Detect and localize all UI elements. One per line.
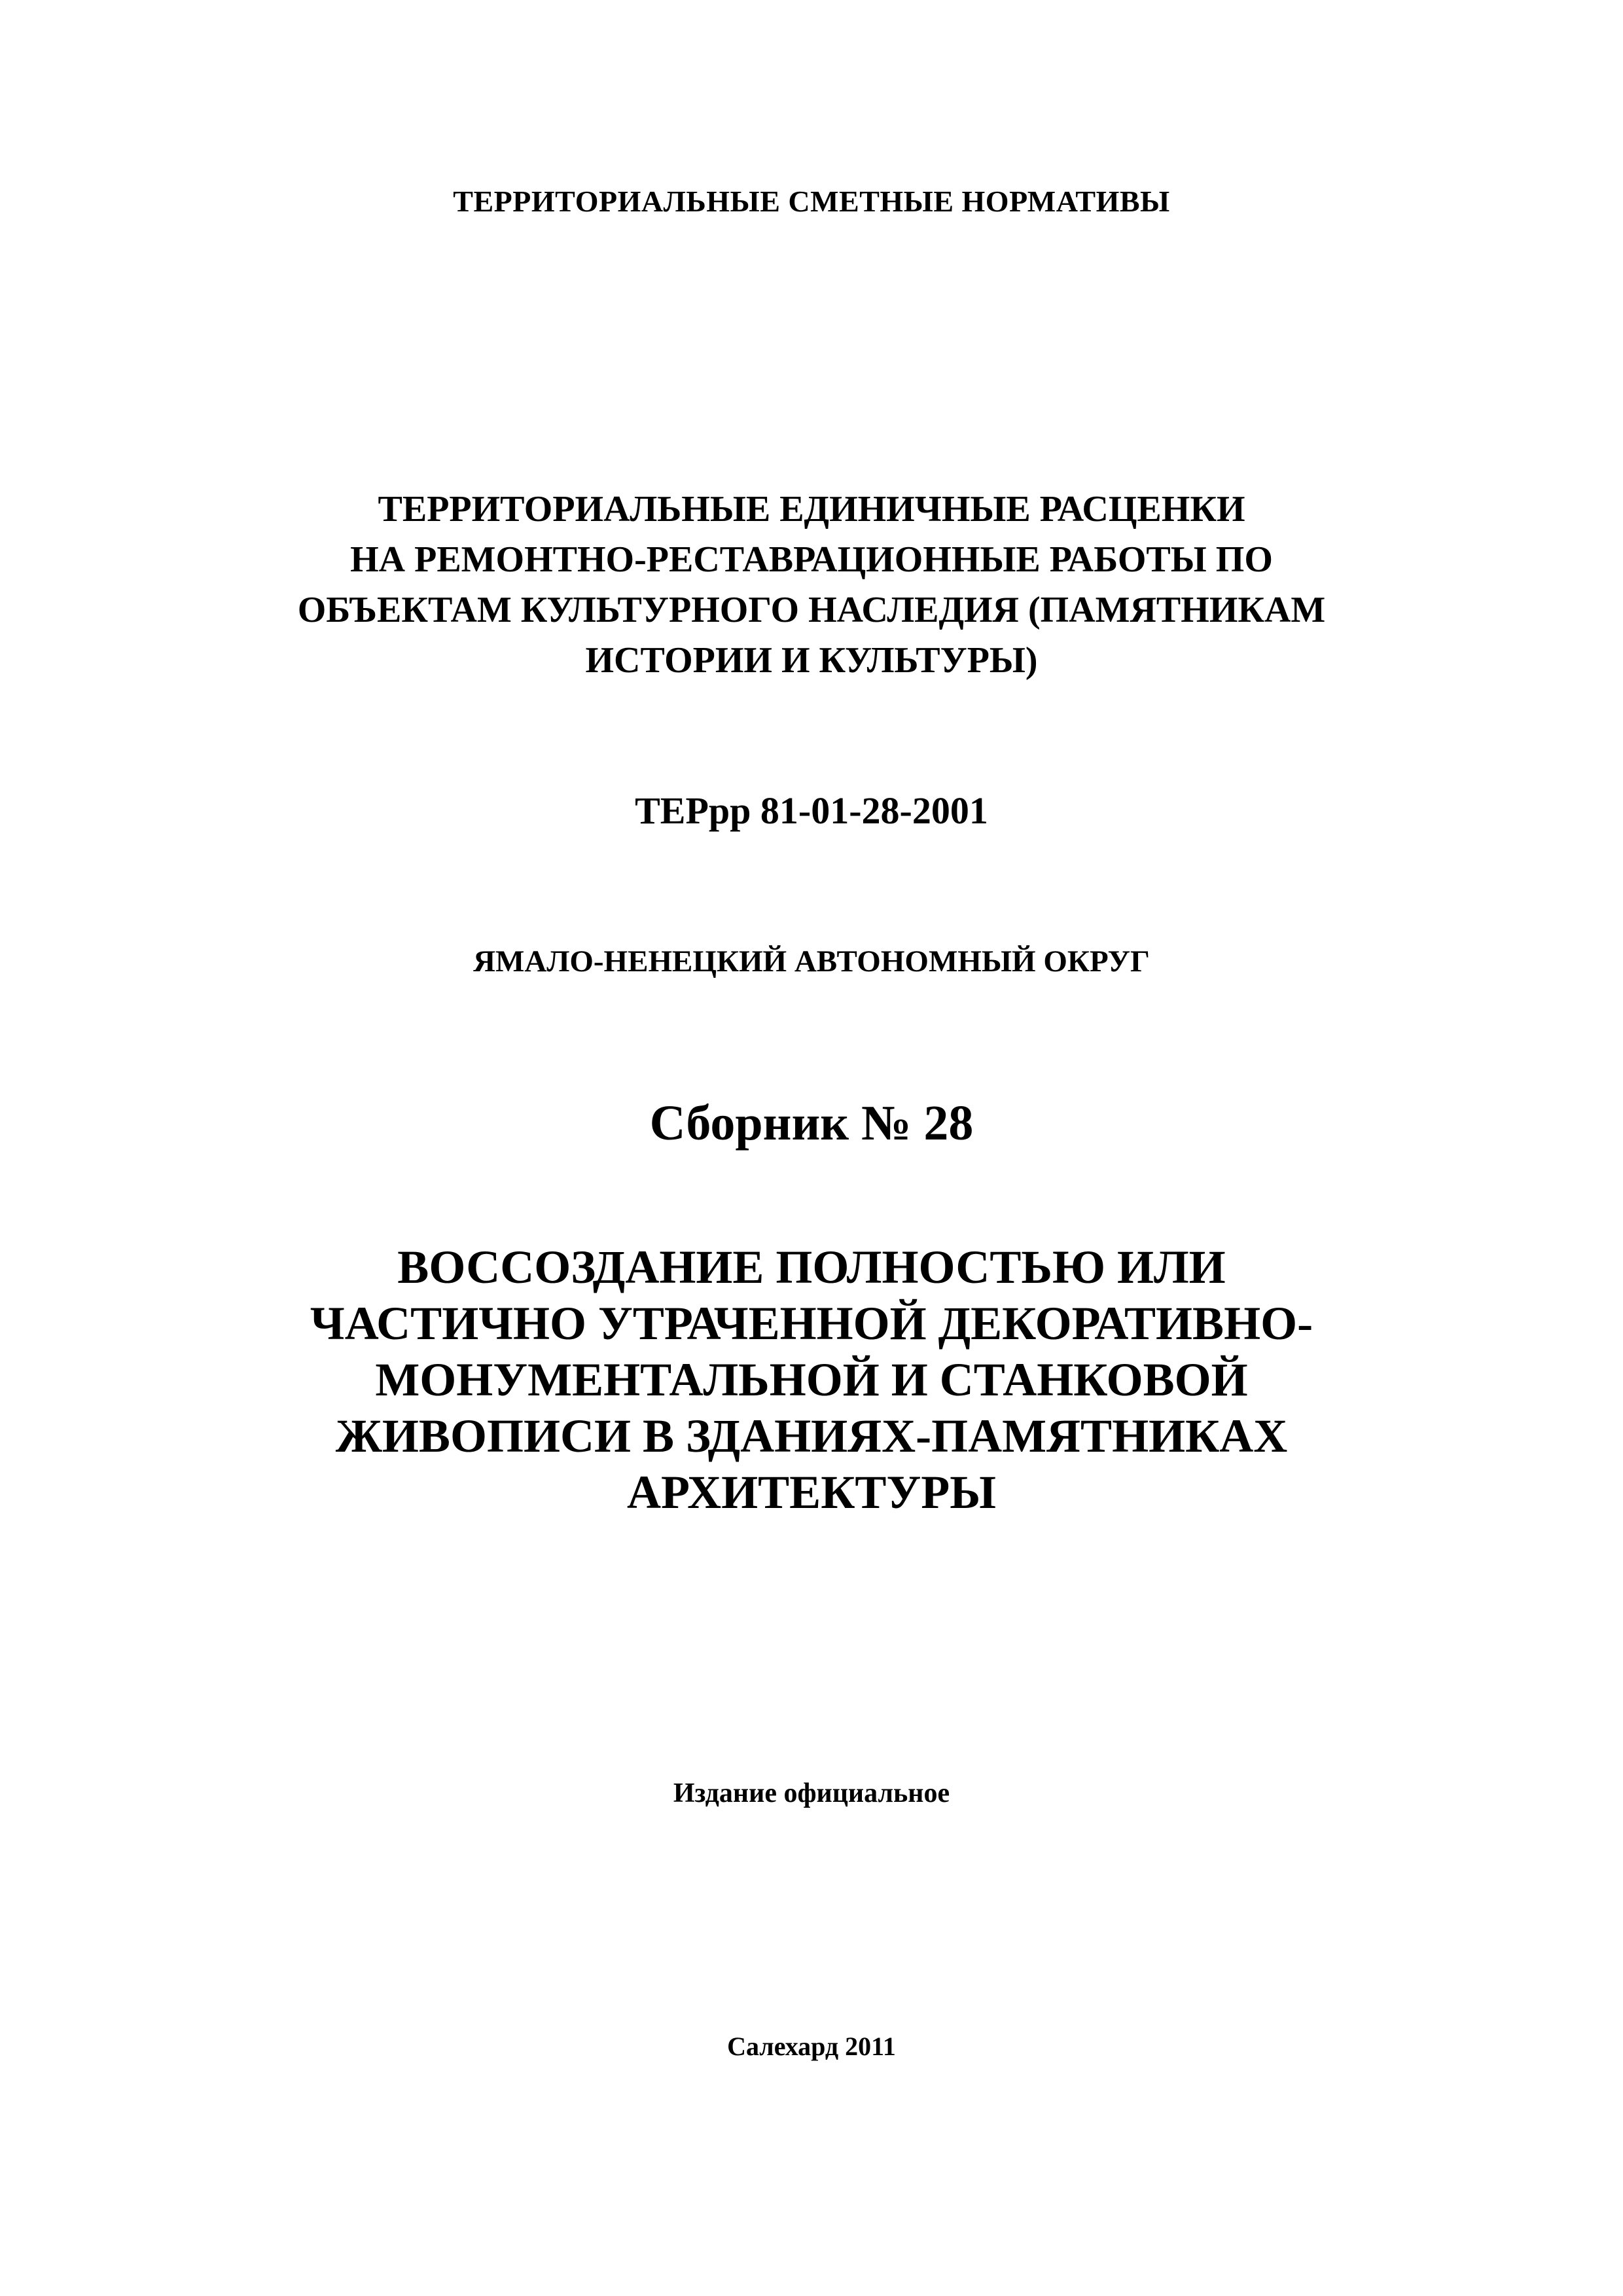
document-code: ТЕРрр 81-01-28-2001	[635, 789, 988, 832]
series-header: ТЕРРИТОРИАЛЬНЫЕ СМЕТНЫЕ НОРМАТИВЫ	[453, 185, 1170, 218]
subject-line-1: ВОССОЗДАНИЕ ПОЛНОСТЬЮ ИЛИ	[397, 1241, 1226, 1293]
collection-subject	[0, 1239, 1623, 1520]
title-line-2: НА РЕМОНТНО-РЕСТАВРАЦИОННЫЕ РАБОТЫ ПО	[350, 539, 1273, 580]
region-name: ЯМАЛО-НЕНЕЦКИЙ АВТОНОМНЫЙ ОКРУГ	[473, 944, 1150, 978]
title-line-4: ИСТОРИИ И КУЛЬТУРЫ)	[585, 640, 1038, 681]
title-line-3: ОБЪЕКТАМ КУЛЬТУРНОГО НАСЛЕДИЯ (ПАМЯТНИКАМ	[297, 590, 1326, 630]
document-title	[0, 484, 1623, 686]
edition-label: Издание официальное	[673, 1778, 950, 1808]
subject-line-5: АРХИТЕКТУРЫ	[627, 1466, 996, 1518]
collection-number: Сборник № 28	[649, 1096, 974, 1151]
publication-imprint: Салехард 2011	[727, 2032, 896, 2061]
subject-line-2: ЧАСТИЧНО УТРАЧЕННОЙ ДЕКОРАТИВНО-	[310, 1297, 1313, 1350]
subject-line-3: МОНУМЕНТАЛЬНОЙ И СТАНКОВОЙ	[375, 1354, 1248, 1406]
subject-line-4: ЖИВОПИСИ В ЗДАНИЯХ-ПАМЯТНИКАХ	[335, 1410, 1288, 1462]
title-line-1: ТЕРРИТОРИАЛЬНЫЕ ЕДИНИЧНЫЕ РАСЦЕНКИ	[378, 489, 1245, 529]
